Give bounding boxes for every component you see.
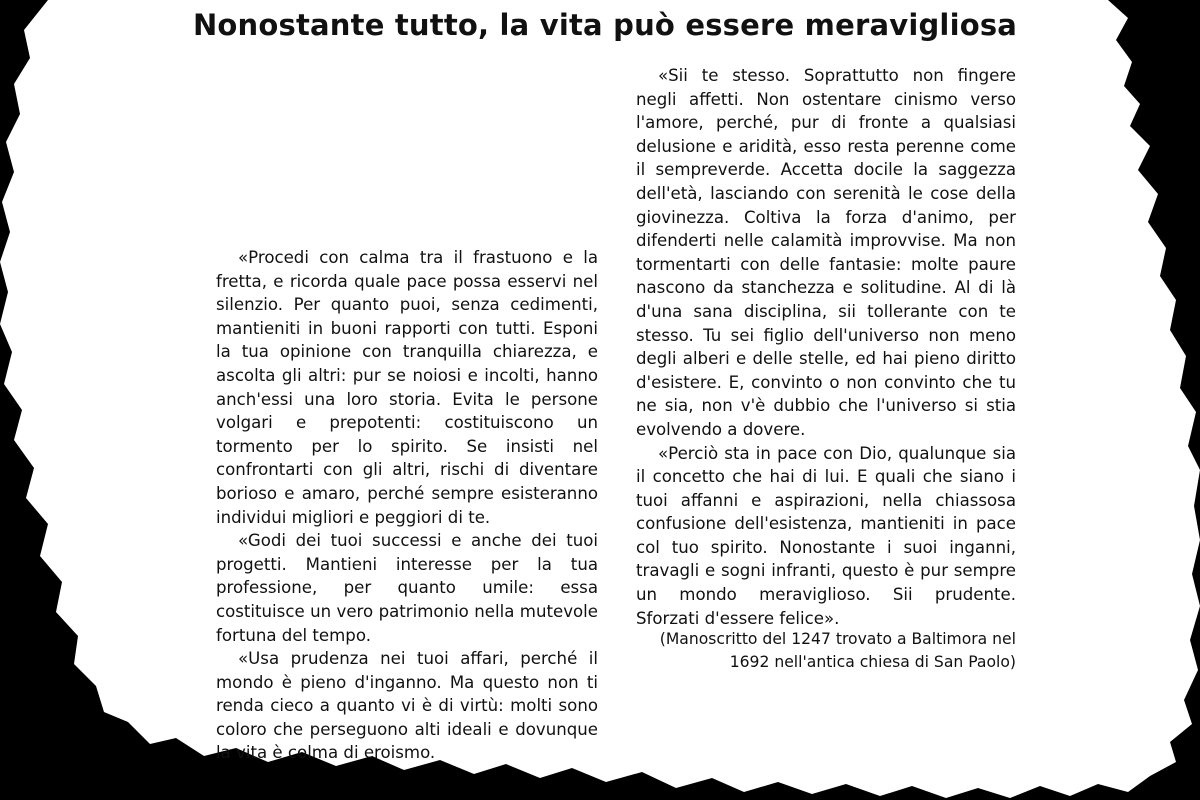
paragraph-prudence: «Usa prudenza nei tuoi affari, perché il mondo è pieno d'inganno. Ma questo non ti renda cieco a quanto vi è di virtù: molti sono coloro che perseguono alti ideali e dovunque la vita è colma di eroismo. (216, 649, 598, 763)
article-title: Nonostante tutto, la vita può essere meravigliosa (192, 8, 1018, 42)
paragraph-peace: «Perciò sta in pace con Dio, qualunque sia il concetto che hai di lui. E quali che siano i tuoi affanni e aspirazioni, nella chiassosa confusione dell'esistenza, mantieniti in pace col tuo spirito. Nonostante i suoi inganni, travagli e sogni infranti, questo è pur sempre un mondo meraviglioso. Sii prudente. Sforzati d'essere felice». (636, 443, 1016, 628)
paragraph-calm: «Procedi con calma tra il frastuono e la fretta, e ricorda quale pace possa esservi nel silenzio. Per quanto puoi, senza cedimenti, mantieniti in buoni rapporti con tutti. Esponi la tua opinione con tranquilla chiarezza, e ascolta gli altri: pur se noiosi e incolti, hanno anch'essi una loro storia. Evita le persone volgari e prepotenti: costituiscono un tormento per lo spirito. Se insisti nel confrontarti con gli altri, rischi di diventare borioso e amaro, perché sempre esisteranno individui migliori e peggiori di te. (216, 248, 598, 527)
text-column-left (216, 246, 598, 765)
source-note: (Manoscritto del 1247 trovato a Baltimora nel 1692 nell'antica chiesa di San Paolo) (659, 630, 1016, 671)
text-column-right (636, 64, 1016, 630)
paragraph-success: «Godi dei tuoi successi e anche dei tuoi progetti. Mantieni interesse per la tua professione, per quanto umile: essa costituisce un vero patrimonio nella mutevole fortuna del tempo. (216, 531, 598, 645)
paragraph-be-yourself: «Sii te stesso. Soprattutto non fingere negli affetti. Non ostentare cinismo verso l'amore, perché, pur di fronte a qualsiasi delusione e aridità, esso resta perenne come il sempreverde. Accetta docile la saggezza dell'età, lasciando con serenità le cose della giovinezza. Coltiva la forza d'animo, per difenderti nelle calamità improvvise. Ma non tormentarti con delle fantasie: molte paure nascono da stanchezza e solitudine. Al di là d'una sana disciplina, sii tollerante con te stesso. Tu sei figlio dell'universo non meno degli alberi e delle stelle, ed hai pieno diritto d'esistere. E, convinto o non convinto che tu ne sia, non v'è dubbio che l'universo si stia evolvendo a dovere. (636, 66, 1016, 439)
